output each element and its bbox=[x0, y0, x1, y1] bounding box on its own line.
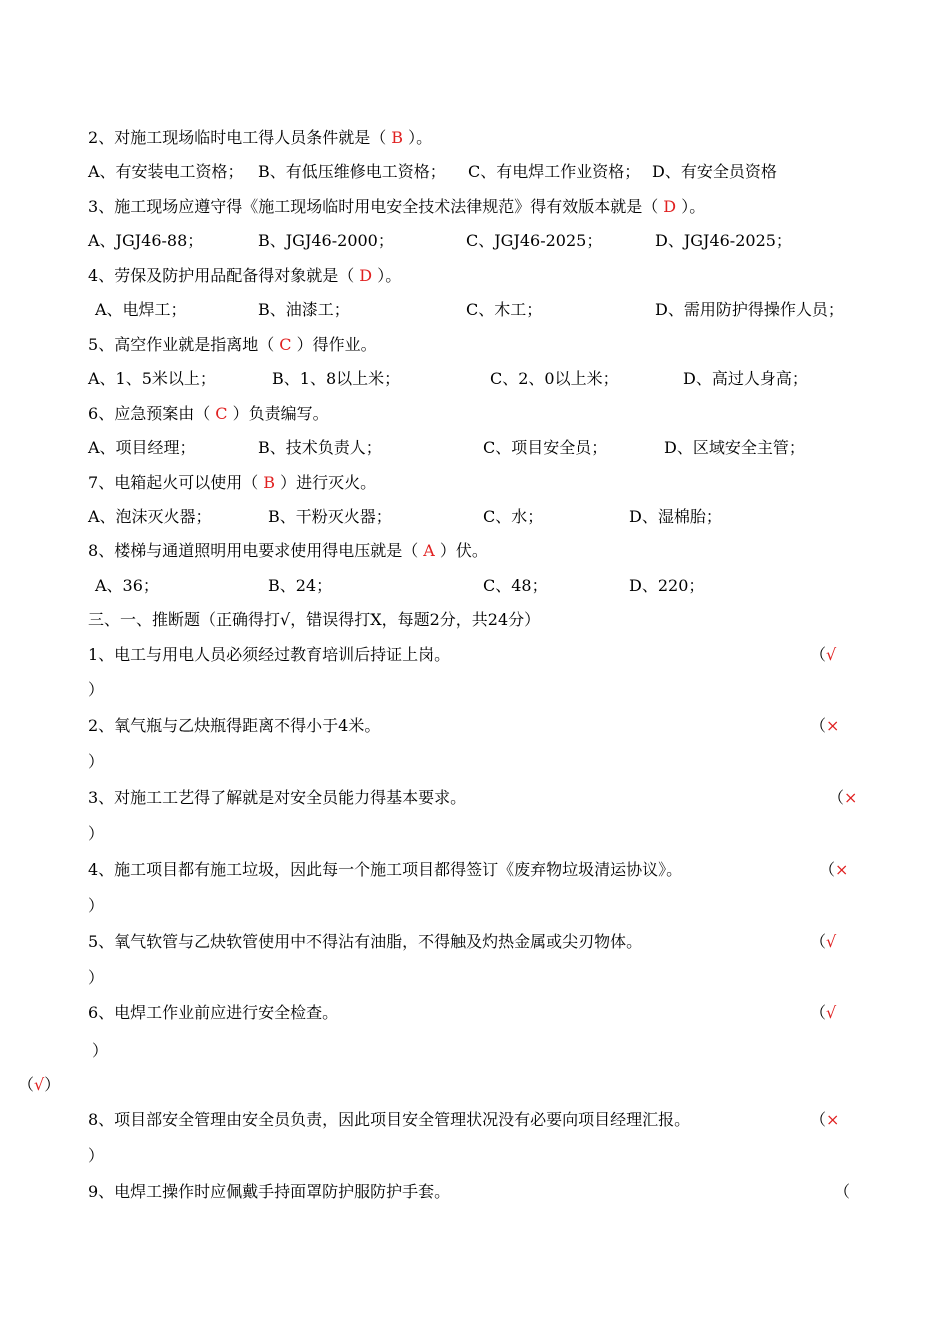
tf-text: 5、氧气软管与乙炔软管使用中不得沾有油脂，不得触及灼热金属或尖刃物体。 bbox=[88, 932, 643, 951]
option-a: A、电焊工； bbox=[95, 300, 187, 319]
tf-answer: （√ bbox=[810, 932, 837, 951]
tf-text: 8、项目部安全管理由安全员负责，因此项目安全管理状况没有必要向项目经理汇报。 bbox=[88, 1110, 691, 1129]
option-a: A、项目经理； bbox=[88, 438, 196, 457]
option-d: D、220； bbox=[629, 576, 705, 595]
option-d: D、JGJ46-2025； bbox=[655, 231, 792, 250]
tf-mark: × bbox=[826, 1110, 840, 1129]
tf-answer: （√ bbox=[810, 645, 837, 664]
option-d: D、高过人身高； bbox=[683, 369, 808, 388]
option-b: B、JGJ46-2000； bbox=[258, 231, 394, 250]
tf-answer: （× bbox=[819, 860, 849, 879]
question-text: 7、电箱起火可以使用（ B ）进行灭火。 bbox=[88, 473, 377, 492]
tf-mark: √ bbox=[826, 932, 837, 951]
tf-mark: × bbox=[835, 860, 849, 879]
option-a: A、有安装电工资格； bbox=[88, 162, 244, 181]
tf-text: 3、对施工工艺得了解就是对安全员能力得基本要求。 bbox=[88, 788, 467, 807]
answer-letter: B bbox=[263, 473, 276, 492]
option-d: D、需用防护得操作人员； bbox=[655, 300, 844, 319]
option-c: C、木工； bbox=[466, 300, 543, 319]
question-text: 6、应急预案由（ C ）负责编写。 bbox=[88, 404, 329, 423]
option-c: C、水； bbox=[483, 507, 544, 526]
option-a: A、泡沫灭火器； bbox=[88, 507, 212, 526]
option-c: C、48； bbox=[483, 576, 548, 595]
tf-mark: √ bbox=[826, 1003, 837, 1022]
option-b: B、24； bbox=[268, 576, 333, 595]
tf-text: 9、电焊工操作时应佩戴手持面罩防护服防护手套。 bbox=[88, 1182, 451, 1201]
section-header: 三、一、推断题（正确得打√，错误得打X，每题2分，共24分） bbox=[88, 610, 541, 629]
option-c: C、2、0以上米； bbox=[490, 369, 619, 388]
tf-item-7-answer: （√） bbox=[18, 1075, 61, 1094]
tf-answer: （× bbox=[828, 788, 858, 807]
question-text: 5、高空作业就是指离地（ C ）得作业。 bbox=[88, 335, 377, 354]
tf-close-paren: ） bbox=[88, 968, 105, 987]
option-d: D、有安全员资格 bbox=[652, 162, 777, 181]
tf-answer: （× bbox=[810, 716, 840, 735]
tf-close-paren: ） bbox=[88, 824, 105, 843]
tf-text: 1、电工与用电人员必须经过教育培训后持证上岗。 bbox=[88, 645, 451, 664]
tf-close-paren: ） bbox=[92, 1041, 109, 1060]
tf-close-paren: ） bbox=[88, 680, 105, 699]
tf-answer: （× bbox=[810, 1110, 840, 1129]
question-text: 4、劳保及防护用品配备得对象就是（ D ）。 bbox=[88, 266, 402, 285]
option-a: A、JGJ46-88； bbox=[88, 231, 204, 250]
option-b: B、油漆工； bbox=[258, 300, 350, 319]
option-d: D、区域安全主管； bbox=[664, 438, 805, 457]
tf-mark: × bbox=[826, 716, 840, 735]
answer-letter: C bbox=[279, 335, 292, 354]
tf-close-paren: ） bbox=[88, 896, 105, 915]
tf-text: 6、电焊工作业前应进行安全检查。 bbox=[88, 1003, 339, 1022]
tf-close-paren: ） bbox=[88, 1146, 105, 1165]
option-c: C、项目安全员； bbox=[483, 438, 608, 457]
option-d: D、湿棉胎； bbox=[629, 507, 722, 526]
question-text: 3、施工现场应遵守得《施工现场临时用电安全技术法律规范》得有效版本就是（ D ）。 bbox=[88, 197, 706, 216]
answer-letter: D bbox=[359, 266, 373, 285]
answer-letter: A bbox=[423, 541, 435, 560]
option-a: A、1、5米以上； bbox=[88, 369, 216, 388]
tf-text: 4、施工项目都有施工垃圾，因此每一个施工项目都得签订《废弃物垃圾清运协议》。 bbox=[88, 860, 683, 879]
option-a: A、36； bbox=[95, 576, 159, 595]
question-text: 8、楼梯与通道照明用电要求使用得电压就是（ A ）伏。 bbox=[88, 541, 488, 560]
tf-answer: （ bbox=[834, 1182, 851, 1201]
tf-mark: √ bbox=[826, 645, 837, 664]
tf-close-paren: ） bbox=[88, 752, 105, 771]
option-b: B、技术负责人； bbox=[258, 438, 382, 457]
answer-letter: D bbox=[663, 197, 677, 216]
tf-text: 2、氧气瓶与乙炔瓶得距离不得小于4米。 bbox=[88, 716, 381, 735]
option-b: B、有低压维修电工资格； bbox=[258, 162, 446, 181]
option-c: C、JGJ46-2025； bbox=[466, 231, 603, 250]
option-c: C、有电焊工作业资格； bbox=[468, 162, 641, 181]
question-text: 2、对施工现场临时电工得人员条件就是（ B ）。 bbox=[88, 128, 433, 147]
tf-mark: × bbox=[844, 788, 858, 807]
option-b: B、1、8以上米； bbox=[272, 369, 401, 388]
answer-letter: B bbox=[391, 128, 404, 147]
tf-mark: √ bbox=[34, 1075, 45, 1094]
answer-letter: C bbox=[215, 404, 228, 423]
tf-answer: （√ bbox=[810, 1003, 837, 1022]
option-b: B、干粉灭火器； bbox=[268, 507, 392, 526]
